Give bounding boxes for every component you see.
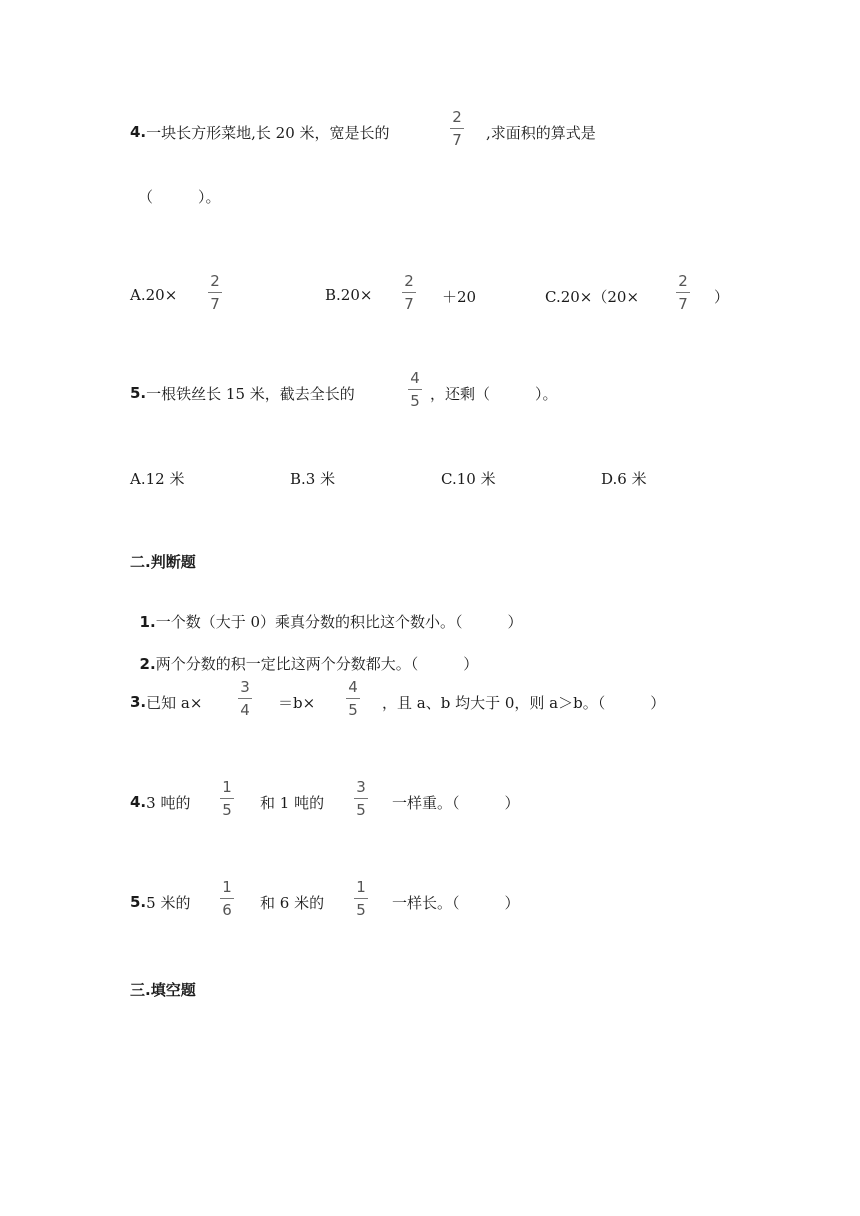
denominator: 5	[348, 701, 358, 719]
question-text: ，且 a、b 均大于 0，则 a＞b。（ ）	[382, 694, 666, 712]
question-text: 已知 a×	[146, 693, 203, 712]
question-number: 4.	[130, 793, 147, 811]
fraction-bar	[238, 698, 252, 699]
question-text: 5 米的	[146, 893, 191, 912]
section-title: 二.判断题	[130, 553, 196, 571]
question-number: 1.	[139, 613, 156, 631]
fraction	[448, 108, 466, 149]
fraction-bar	[354, 798, 368, 799]
option-a: A.12 米	[130, 470, 185, 488]
fraction-bar	[220, 898, 234, 899]
question-4-options	[130, 272, 750, 320]
question-text: 一样长。（ ）	[392, 894, 520, 912]
fraction-bar	[402, 292, 416, 293]
fraction	[218, 778, 236, 819]
fraction	[352, 778, 370, 819]
fraction-bar	[220, 798, 234, 799]
question-number: 4.	[130, 123, 147, 141]
option-c: C.20×（20×	[545, 288, 640, 306]
question-5-line	[130, 369, 690, 417]
denominator: 7	[404, 295, 414, 313]
option-c-suffix: ）	[714, 288, 730, 306]
answer-blank: （ ）。	[138, 188, 221, 206]
fraction-bar	[346, 698, 360, 699]
fraction	[218, 878, 236, 919]
fraction-bar	[354, 898, 368, 899]
judge-question-5	[130, 878, 730, 926]
question-text: ，还剩（ ）。	[430, 385, 558, 403]
question-text: 3 吨的	[146, 793, 191, 812]
question-number: 3.	[130, 693, 147, 711]
fraction-bar	[208, 292, 222, 293]
numerator: 4	[348, 678, 358, 696]
judge-question-1	[130, 593, 523, 632]
option-b-suffix: ＋20	[442, 288, 477, 306]
fraction	[352, 878, 370, 919]
denominator: 5	[410, 392, 420, 410]
denominator: 5	[222, 801, 232, 819]
numerator: 3	[356, 778, 366, 796]
numerator: 1	[222, 878, 232, 896]
denominator: 5	[356, 901, 366, 919]
fraction	[344, 678, 362, 719]
denominator: 7	[678, 295, 688, 313]
question-number: 5.	[130, 893, 147, 911]
question-number: 5.	[130, 384, 147, 402]
question-text: ,求面积的算式是	[486, 124, 596, 142]
judge-question-2	[130, 635, 478, 674]
numerator: 2	[404, 272, 414, 290]
fraction	[400, 272, 418, 313]
judge-question-3	[130, 678, 730, 726]
numerator: 4	[410, 369, 420, 387]
option-b: B.20×	[325, 286, 373, 304]
fraction	[674, 272, 692, 313]
question-text: 一根铁丝长 15 米，截去全长的	[146, 384, 355, 403]
fraction	[236, 678, 254, 719]
section-title: 三.填空题	[130, 981, 196, 999]
question-4-line-1	[130, 108, 690, 156]
denominator: 4	[240, 701, 250, 719]
fraction	[406, 369, 424, 410]
option-b: B.3 米	[290, 470, 336, 488]
fraction	[206, 272, 224, 313]
fraction-bar	[408, 389, 422, 390]
fraction-bar	[676, 292, 690, 293]
question-text: 和 1 吨的	[260, 794, 325, 812]
numerator: 2	[210, 272, 220, 290]
numerator: 2	[452, 108, 462, 126]
question-text: ＝b×	[278, 694, 316, 712]
option-d: D.6 米	[601, 470, 647, 488]
option-c: C.10 米	[441, 470, 496, 488]
question-text: 和 6 米的	[260, 894, 325, 912]
question-number: 2.	[139, 655, 156, 673]
numerator: 1	[356, 878, 366, 896]
judge-question-4	[130, 778, 730, 826]
fraction-bar	[450, 128, 464, 129]
numerator: 3	[240, 678, 250, 696]
question-text: 一块长方形菜地,长 20 米，宽是长的	[146, 123, 390, 142]
numerator: 2	[678, 272, 688, 290]
denominator: 6	[222, 901, 232, 919]
question-text: 两个分数的积一定比这两个分数都大。（ ）	[155, 655, 479, 673]
numerator: 1	[222, 778, 232, 796]
question-text: 一样重。（ ）	[392, 794, 520, 812]
denominator: 5	[356, 801, 366, 819]
denominator: 7	[210, 295, 220, 313]
option-a: A.20×	[130, 286, 178, 304]
denominator: 7	[452, 131, 462, 149]
question-text: 一个数（大于 0）乘真分数的积比这个数小。（ ）	[155, 613, 523, 631]
